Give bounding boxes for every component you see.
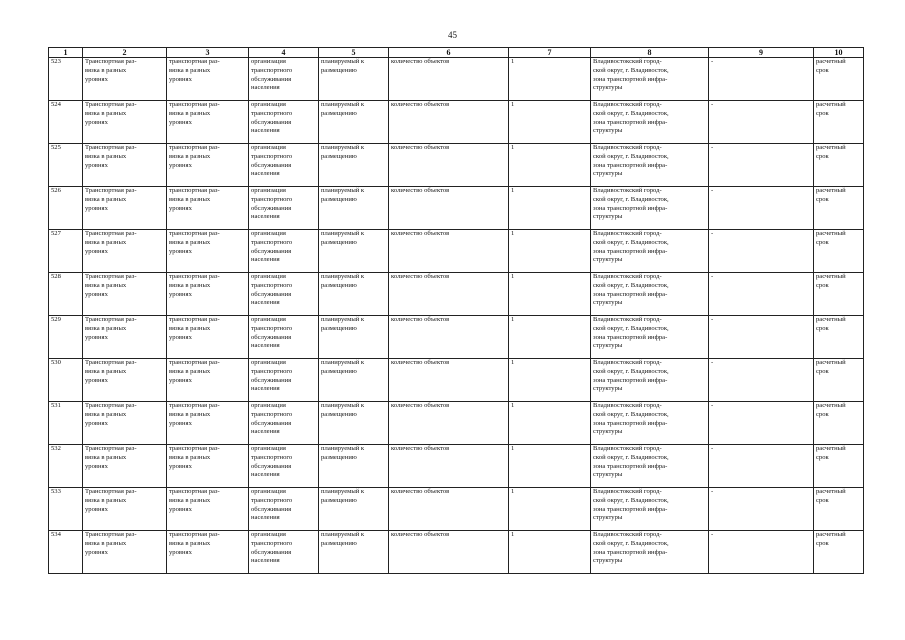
purpose-cell (249, 230, 319, 273)
location-cell (591, 58, 709, 101)
name-cell (83, 101, 167, 144)
purpose-cell (249, 316, 319, 359)
term-cell (814, 144, 864, 187)
type-cell (167, 316, 249, 359)
column-header: 2 (83, 48, 167, 58)
cell-text: планируемый к размещению (321, 402, 365, 418)
cell-text: организация транспортного обслуживания населения (251, 101, 293, 135)
row-number-cell (49, 101, 83, 144)
cell-text: количество объектов (391, 531, 450, 538)
cell-text: 531 (51, 402, 61, 409)
cell-text: планируемый к размещению (321, 58, 365, 74)
location-cell (591, 273, 709, 316)
cell-text: количество объектов (391, 101, 450, 108)
table-row (49, 445, 864, 488)
row-number-cell (49, 531, 83, 574)
cell-text: планируемый к размещению (321, 316, 365, 332)
zone-cell (709, 359, 814, 402)
cell-text: 524 (51, 101, 61, 108)
cell-text: транспортная раз- вязка в разных уровнях (169, 273, 220, 298)
cell-text: транспортная раз- вязка в разных уровнях (169, 488, 220, 513)
purpose-cell (249, 531, 319, 574)
value-cell (509, 316, 591, 359)
status-cell (319, 488, 389, 531)
cell-text: Владивостокский город- ской округ, г. Владивосток, зона транспортной инфра- структуры (593, 488, 669, 522)
term-cell (814, 488, 864, 531)
cell-text: - (711, 273, 714, 280)
table-row (49, 230, 864, 273)
zone-cell (709, 531, 814, 574)
status-cell (319, 531, 389, 574)
term-cell (814, 316, 864, 359)
cell-text: - (711, 144, 714, 151)
cell-text: 1 (511, 402, 515, 409)
cell-text: планируемый к размещению (321, 187, 365, 203)
cell-text: планируемый к размещению (321, 359, 365, 375)
indicator-cell (389, 230, 509, 273)
name-cell (83, 58, 167, 101)
status-cell (319, 273, 389, 316)
page-number: 45 (448, 30, 457, 40)
location-cell (591, 359, 709, 402)
cell-text: количество объектов (391, 187, 450, 194)
cell-text: Владивостокский город- ской округ, г. Владивосток, зона транспортной инфра- структуры (593, 230, 669, 264)
cell-text: планируемый к размещению (321, 230, 365, 246)
name-cell (83, 316, 167, 359)
cell-text: планируемый к размещению (321, 531, 365, 547)
cell-text: организация транспортного обслуживания населения (251, 58, 293, 92)
zone-cell (709, 144, 814, 187)
name-cell (83, 531, 167, 574)
cell-text: расчетный срок (816, 58, 846, 74)
row-number-cell (49, 402, 83, 445)
column-header: 1 (49, 48, 83, 58)
table-row (49, 144, 864, 187)
cell-text: транспортная раз- вязка в разных уровнях (169, 359, 220, 384)
zone-cell (709, 230, 814, 273)
cell-text: количество объектов (391, 58, 450, 65)
table-row (49, 531, 864, 574)
cell-text: планируемый к размещению (321, 273, 365, 289)
column-header: 4 (249, 48, 319, 58)
cell-text: - (711, 187, 714, 194)
term-cell (814, 359, 864, 402)
status-cell (319, 359, 389, 402)
cell-text: Владивостокский город- ской округ, г. Владивосток, зона транспортной инфра- структуры (593, 144, 669, 178)
cell-text: расчетный срок (816, 187, 846, 203)
zone-cell (709, 316, 814, 359)
zone-cell (709, 58, 814, 101)
status-cell (319, 187, 389, 230)
header-row (49, 48, 864, 58)
cell-text: 1 (511, 144, 515, 151)
location-cell (591, 316, 709, 359)
cell-text: Владивостокский город- ской округ, г. Владивосток, зона транспортной инфра- структуры (593, 187, 669, 221)
table-row (49, 359, 864, 402)
name-cell (83, 273, 167, 316)
cell-text: организация транспортного обслуживания населения (251, 531, 293, 565)
name-cell (83, 187, 167, 230)
cell-text: Транспортная раз- вязка в разных уровнях (85, 144, 137, 169)
value-cell (509, 273, 591, 316)
indicator-cell (389, 187, 509, 230)
cell-text: Владивостокский город- ской округ, г. Владивосток, зона транспортной инфра- структуры (593, 359, 669, 393)
type-cell (167, 58, 249, 101)
purpose-cell (249, 187, 319, 230)
cell-text: количество объектов (391, 144, 450, 151)
location-cell (591, 230, 709, 273)
cell-text: планируемый к размещению (321, 488, 365, 504)
cell-text: 1 (511, 230, 515, 237)
table-body (49, 58, 864, 574)
location-cell (591, 101, 709, 144)
location-cell (591, 445, 709, 488)
location-cell (591, 144, 709, 187)
cell-text: транспортная раз- вязка в разных уровнях (169, 402, 220, 427)
location-cell (591, 531, 709, 574)
term-cell (814, 273, 864, 316)
cell-text: - (711, 488, 714, 495)
indicator-cell (389, 488, 509, 531)
cell-text: расчетный срок (816, 144, 846, 160)
purpose-cell (249, 488, 319, 531)
cell-text: транспортная раз- вязка в разных уровнях (169, 144, 220, 169)
zone-cell (709, 488, 814, 531)
cell-text: - (711, 445, 714, 452)
cell-text: количество объектов (391, 316, 450, 323)
cell-text: Владивостокский город- ской округ, г. Владивосток, зона транспортной инфра- структуры (593, 531, 669, 565)
name-cell (83, 144, 167, 187)
cell-text: Транспортная раз- вязка в разных уровнях (85, 531, 137, 556)
type-cell (167, 273, 249, 316)
cell-text: 1 (511, 101, 515, 108)
row-number-cell (49, 316, 83, 359)
cell-text: Транспортная раз- вязка в разных уровнях (85, 230, 137, 255)
cell-text: транспортная раз- вязка в разных уровнях (169, 531, 220, 556)
cell-text: Транспортная раз- вязка в разных уровнях (85, 187, 137, 212)
location-cell (591, 402, 709, 445)
type-cell (167, 445, 249, 488)
value-cell (509, 531, 591, 574)
cell-text: Владивостокский город- ской округ, г. Владивосток, зона транспортной инфра- структуры (593, 402, 669, 436)
cell-text: 530 (51, 359, 61, 366)
cell-text: Транспортная раз- вязка в разных уровнях (85, 402, 137, 427)
cell-text: 532 (51, 445, 61, 452)
cell-text: организация транспортного обслуживания населения (251, 144, 293, 178)
cell-text: 1 (511, 316, 515, 323)
term-cell (814, 230, 864, 273)
cell-text: 1 (511, 359, 515, 366)
indicator-cell (389, 445, 509, 488)
cell-text: расчетный срок (816, 531, 846, 547)
table-row (49, 187, 864, 230)
term-cell (814, 187, 864, 230)
cell-text: количество объектов (391, 273, 450, 280)
type-cell (167, 230, 249, 273)
row-number-cell (49, 445, 83, 488)
cell-text: 525 (51, 144, 61, 151)
cell-text: Владивостокский город- ской округ, г. Владивосток, зона транспортной инфра- структуры (593, 445, 669, 479)
cell-text: расчетный срок (816, 359, 846, 375)
cell-text: расчетный срок (816, 230, 846, 246)
table-row (49, 488, 864, 531)
cell-text: транспортная раз- вязка в разных уровнях (169, 58, 220, 83)
value-cell (509, 445, 591, 488)
cell-text: 1 (511, 531, 515, 538)
status-cell (319, 316, 389, 359)
cell-text: транспортная раз- вязка в разных уровнях (169, 187, 220, 212)
zone-cell (709, 273, 814, 316)
indicator-cell (389, 101, 509, 144)
column-header: 6 (389, 48, 509, 58)
name-cell (83, 488, 167, 531)
status-cell (319, 101, 389, 144)
column-header: 7 (509, 48, 591, 58)
cell-text: 534 (51, 531, 61, 538)
cell-text: - (711, 531, 714, 538)
cell-text: 528 (51, 273, 61, 280)
cell-text: Транспортная раз- вязка в разных уровнях (85, 359, 137, 384)
value-cell (509, 359, 591, 402)
row-number-cell (49, 230, 83, 273)
cell-text: планируемый к размещению (321, 101, 365, 117)
cell-text: организация транспортного обслуживания населения (251, 273, 293, 307)
cell-text: Транспортная раз- вязка в разных уровнях (85, 273, 137, 298)
row-number-cell (49, 359, 83, 402)
row-number-cell (49, 273, 83, 316)
location-cell (591, 187, 709, 230)
type-cell (167, 187, 249, 230)
purpose-cell (249, 58, 319, 101)
cell-text: транспортная раз- вязка в разных уровнях (169, 445, 220, 470)
status-cell (319, 402, 389, 445)
cell-text: планируемый к размещению (321, 144, 365, 160)
cell-text: 1 (511, 445, 515, 452)
indicator-cell (389, 273, 509, 316)
purpose-cell (249, 273, 319, 316)
row-number-cell (49, 187, 83, 230)
cell-text: организация транспортного обслуживания населения (251, 402, 293, 436)
zone-cell (709, 445, 814, 488)
column-header: 8 (591, 48, 709, 58)
value-cell (509, 58, 591, 101)
cell-text: Транспортная раз- вязка в разных уровнях (85, 445, 137, 470)
purpose-cell (249, 144, 319, 187)
cell-text: - (711, 58, 714, 65)
type-cell (167, 402, 249, 445)
indicator-cell (389, 531, 509, 574)
zone-cell (709, 101, 814, 144)
purpose-cell (249, 445, 319, 488)
cell-text: - (711, 101, 714, 108)
cell-text: Владивостокский город- ской округ, г. Владивосток, зона транспортной инфра- структуры (593, 316, 669, 350)
cell-text: расчетный срок (816, 488, 846, 504)
value-cell (509, 230, 591, 273)
cell-text: - (711, 402, 714, 409)
value-cell (509, 402, 591, 445)
cell-text: организация транспортного обслуживания населения (251, 230, 293, 264)
name-cell (83, 402, 167, 445)
cell-text: 526 (51, 187, 61, 194)
cell-text: 1 (511, 273, 515, 280)
cell-text: 529 (51, 316, 61, 323)
status-cell (319, 144, 389, 187)
cell-text: транспортная раз- вязка в разных уровнях (169, 230, 220, 255)
name-cell (83, 445, 167, 488)
cell-text: организация транспортного обслуживания населения (251, 359, 293, 393)
purpose-cell (249, 402, 319, 445)
value-cell (509, 187, 591, 230)
purpose-cell (249, 101, 319, 144)
term-cell (814, 101, 864, 144)
cell-text: организация транспортного обслуживания населения (251, 445, 293, 479)
cell-text: расчетный срок (816, 402, 846, 418)
table-header (49, 48, 864, 58)
cell-text: количество объектов (391, 445, 450, 452)
cell-text: организация транспортного обслуживания населения (251, 316, 293, 350)
cell-text: 1 (511, 488, 515, 495)
type-cell (167, 488, 249, 531)
value-cell (509, 488, 591, 531)
cell-text: 527 (51, 230, 61, 237)
column-header: 9 (709, 48, 814, 58)
table-row (49, 316, 864, 359)
cell-text: планируемый к размещению (321, 445, 365, 461)
value-cell (509, 144, 591, 187)
cell-text: расчетный срок (816, 101, 846, 117)
cell-text: Владивостокский город- ской округ, г. Владивосток, зона транспортной инфра- структуры (593, 273, 669, 307)
cell-text: - (711, 316, 714, 323)
cell-text: Владивостокский город- ской округ, г. Владивосток, зона транспортной инфра- структуры (593, 58, 669, 92)
indicator-cell (389, 359, 509, 402)
row-number-cell (49, 488, 83, 531)
zone-cell (709, 402, 814, 445)
cell-text: 523 (51, 58, 61, 65)
type-cell (167, 101, 249, 144)
column-header: 3 (167, 48, 249, 58)
status-cell (319, 58, 389, 101)
name-cell (83, 359, 167, 402)
cell-text: количество объектов (391, 488, 450, 495)
data-table (48, 47, 864, 574)
table-row (49, 58, 864, 101)
zone-cell (709, 187, 814, 230)
type-cell (167, 531, 249, 574)
row-number-cell (49, 58, 83, 101)
name-cell (83, 230, 167, 273)
cell-text: 1 (511, 187, 515, 194)
cell-text: расчетный срок (816, 316, 846, 332)
table-row (49, 101, 864, 144)
cell-text: 533 (51, 488, 61, 495)
cell-text: количество объектов (391, 402, 450, 409)
type-cell (167, 359, 249, 402)
term-cell (814, 402, 864, 445)
cell-text: Транспортная раз- вязка в разных уровнях (85, 488, 137, 513)
cell-text: транспортная раз- вязка в разных уровнях (169, 101, 220, 126)
cell-text: - (711, 230, 714, 237)
indicator-cell (389, 144, 509, 187)
term-cell (814, 531, 864, 574)
type-cell (167, 144, 249, 187)
indicator-cell (389, 402, 509, 445)
cell-text: расчетный срок (816, 445, 846, 461)
cell-text: Транспортная раз- вязка в разных уровнях (85, 101, 137, 126)
purpose-cell (249, 359, 319, 402)
location-cell (591, 488, 709, 531)
cell-text: Транспортная раз- вязка в разных уровнях (85, 316, 137, 341)
cell-text: 1 (511, 58, 515, 65)
term-cell (814, 445, 864, 488)
table-row (49, 273, 864, 316)
term-cell (814, 58, 864, 101)
row-number-cell (49, 144, 83, 187)
cell-text: количество объектов (391, 230, 450, 237)
cell-text: количество объектов (391, 359, 450, 366)
cell-text: организация транспортного обслуживания населения (251, 187, 293, 221)
value-cell (509, 101, 591, 144)
column-header: 5 (319, 48, 389, 58)
cell-text: транспортная раз- вязка в разных уровнях (169, 316, 220, 341)
cell-text: Транспортная раз- вязка в разных уровнях (85, 58, 137, 83)
table-row (49, 402, 864, 445)
indicator-cell (389, 58, 509, 101)
indicator-cell (389, 316, 509, 359)
status-cell (319, 230, 389, 273)
column-header: 10 (814, 48, 864, 58)
cell-text: - (711, 359, 714, 366)
cell-text: организация транспортного обслуживания населения (251, 488, 293, 522)
status-cell (319, 445, 389, 488)
cell-text: Владивостокский город- ской округ, г. Владивосток, зона транспортной инфра- структуры (593, 101, 669, 135)
cell-text: расчетный срок (816, 273, 846, 289)
